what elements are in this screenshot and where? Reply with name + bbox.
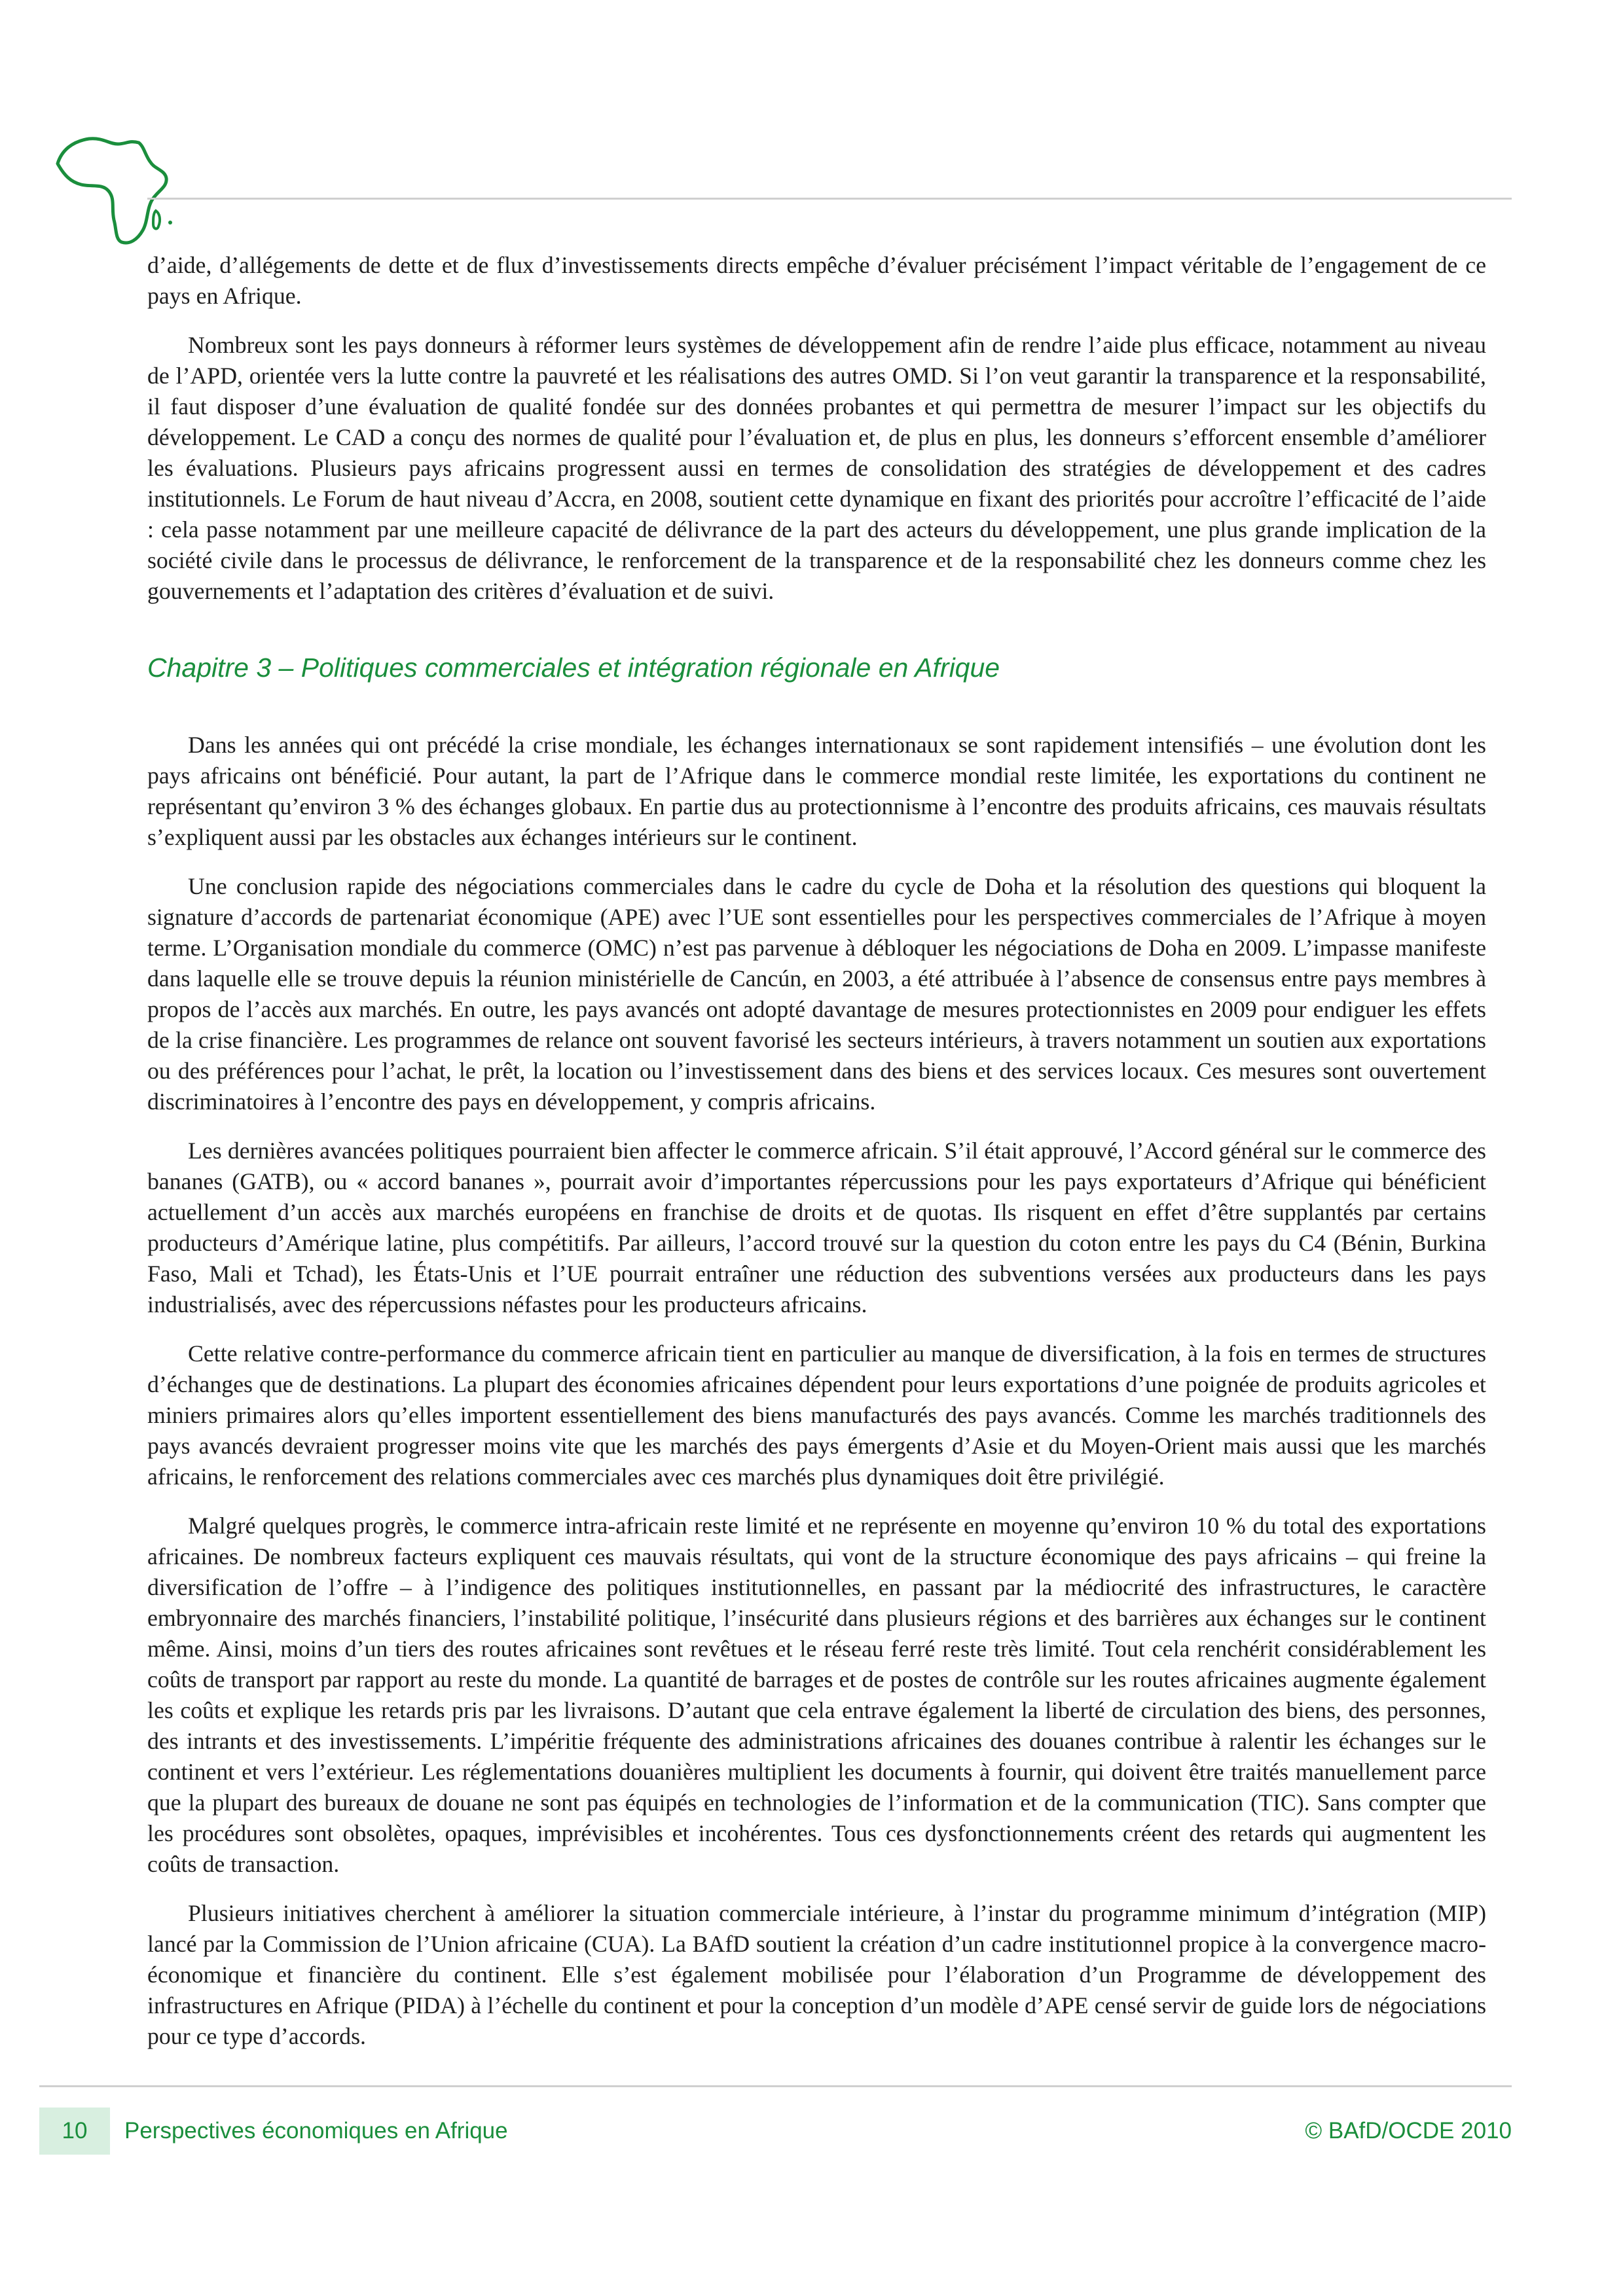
main-content: [147, 250, 1486, 2070]
publication-title: Perspectives économiques en Afrique: [124, 2118, 508, 2144]
paragraph-diversification: Cette relative contre-performance du commerce africain tient en particulier au manque de diversification, à la fois en termes de structures d’échanges que de destinations. La plupart des économies africaines dépendent pour leurs exportations d’une poignée de produits agricoles et miniers primaires alors qu’elles importent essentiellement des biens manufacturés des pays avancés. Comme les marchés traditionnels des pays avancés devraient progresser moins vite que les marchés des pays émergents d’Asie et du Moyen-Orient mais aussi que les marchés africains, le renforcement des relations commerciales avec ces marchés plus dynamiques doit être privilégié.: [147, 1340, 1486, 1490]
page-number: 10: [39, 2108, 110, 2155]
paragraph-initiatives: Plusieurs initiatives cherchent à améliorer la situation commerciale intérieure, à l’instar du programme minimum d’intégration (MIP) lancé par la Commission de l’Union africaine (CUA). La BAfD soutient la création d’un cadre institutionnel propice à la convergence macro-économique et financière du continent. Elle s’est également mobilisée pour l’élaboration d’un Programme de développement des infrastructures en Afrique (PIDA) à l’échelle du continent et pour la conception d’un modèle d’APE censé servir de guide lors de négociations pour ce type d’accords.: [147, 1900, 1486, 2049]
paragraph-aid-effectiveness: Nombreux sont les pays donneurs à réformer leurs systèmes de développement afin de rendre l’aide plus efficace, notamment au niveau de l’APD, orientée vers la lutte contre la pauvreté et les réalisations des autres OMD. Si l’on veut garantir la transparence et la responsabilité, il faut disposer d’une évaluation de qualité fondée sur des données probantes et qui permettra de mesurer l’impact sur les objectifs du développement. Le CAD a conçu des normes de qualité pour l’évaluation et, de plus en plus, les donneurs s’efforcent ensemble d’améliorer les évaluations. Plusieurs pays africains progressent aussi en termes de consolidation des stratégies de développement et des cadres institutionnels. Le Forum de haut niveau d’Accra, en 2008, soutient cette dynamique en fixant des priorités pour accroître l’efficacité de l’aide : cela passe notamment par une meilleure capacité de délivrance de la part des acteurs du développement, une plus grande implication de la société civile dans le processus de délivrance, le renforcement de la transparence et de la responsabilité chez les donneurs comme chez les gouvernements et l’adaptation des critères d’évaluation et de suivi.: [147, 332, 1486, 604]
paragraph-policy-advances: Les dernières avancées politiques pourraient bien affecter le commerce africain. S’il était approuvé, l’Accord général sur le commerce des bananes (GATB), ou « accord bananes », pourrait avoir d’importantes répercussions pour les pays exportateurs d’Afrique qui bénéficient actuellement d’un accès aux marchés européens en franchise de droits et de quotas. Ils risquent en effet d’être supplantés par certains producteurs d’Amérique latine, plus compétitifs. Par ailleurs, l’accord trouvé sur la question du coton entre les pays du C4 (Bénin, Burkina Faso, Mali et Tchad), les États-Unis et l’UE pourrait entraîner une réduction des subventions versées aux producteurs dans les pays industrialisés, avec des répercussions néfastes pour les producteurs africains.: [147, 1138, 1486, 1318]
africa-map-icon: [46, 124, 177, 255]
paragraph-intra-african-trade: Malgré quelques progrès, le commerce intra-africain reste limité et ne représente en moyenne qu’environ 10 % du total des exportations africaines. De nombreux facteurs expliquent ces mauvais résultats, qui vont de la structure économique des pays africains – qui freine la diversification de l’offre – à l’indigence des politiques institutionnelles, en passant par la médiocrité des infrastructures, le caractère embryonnaire des marchés financiers, l’instabilité politique, l’insécurité dans plusieurs régions et des barrières aux échanges sur le continent même. Ainsi, moins d’un tiers des routes africaines sont revêtues et le réseau ferré reste très limité. Tout cela renchérit considérablement les coûts de transport par rapport au reste du monde. La quantité de barrages et de postes de contrôle sur les routes africaines augmente également les coûts et explique les retards pris par les livraisons. D’autant que cela entrave également la liberté de circulation des biens, des personnes, des intrants et des investissements. L’impéritie fréquente des administrations africaines des douanes contribue à ralentir les échanges sur le continent et vers l’extérieur. Les réglementations douanières multiplient les documents à fournir, qui doivent être traités manuellement parce que la plupart des bureaux de douane ne sont pas équipés en technologies de l’information et de la communication (TIC). Sans compter que les procédures sont obsolètes, opaques, imprévisibles et incohérentes. Tous ces dysfonctionnements créent des retards qui augmentent les coûts de transaction.: [147, 1513, 1486, 1877]
copyright-notice: © BAfD/OCDE 2010: [1305, 2118, 1512, 2144]
footer-divider: [39, 2085, 1512, 2087]
paragraph-trade-growth: Dans les années qui ont précédé la crise mondiale, les échanges internationaux se sont rapidement intensifiés – une évolution dont les pays africains ont bénéficié. Pour autant, la part de l’Afrique dans le commerce mondial reste limitée, les exportations du continent ne représentant qu’environ 3 % des échanges globaux. En partie dus au protectionnisme à l’encontre des produits africains, ces mauvais résultats s’expliquent aussi par les obstacles aux échanges intérieurs sur le continent.: [147, 732, 1486, 850]
chapter-title: Chapitre 3 – Politiques commerciales et intégration régionale en Afrique: [147, 653, 1000, 683]
paragraph-continued: d’aide, d’allégements de dette et de flux d’investissements directs empêche d’évaluer précisément l’impact véritable de l’engagement de ce pays en Afrique.: [147, 252, 1486, 309]
page-footer: [39, 2108, 1512, 2155]
paragraph-doha-round: Une conclusion rapide des négociations commerciales dans le cadre du cycle de Doha et la résolution des questions qui bloquent la signature d’accords de partenariat économique (APE) avec l’UE sont essentielles pour les perspectives commerciales de l’Afrique à moyen terme. L’Organisation mondiale du commerce (OMC) n’est pas parvenue à débloquer les négociations de Doha en 2009. L’impasse manifeste dans laquelle elle se trouve depuis la réunion ministérielle de Cancún, en 2003, a été attribuée à l’absence de consensus entre pays membres à propos de l’accès aux marchés. En outre, les pays avancés ont adopté davantage de mesures protectionnistes en 2009 pour endiguer les effets de la crise financière. Les programmes de relance ont souvent favorisé les secteurs intérieurs, à travers notamment un soutien aux exportations ou des préférences pour l’achat, le prêt, la location ou l’investissement dans des biens et des services locaux. Ces mesures sont ouvertement discriminatoires à l’encontre des pays en développement, y compris africains.: [147, 873, 1486, 1115]
header-divider: [147, 198, 1512, 200]
